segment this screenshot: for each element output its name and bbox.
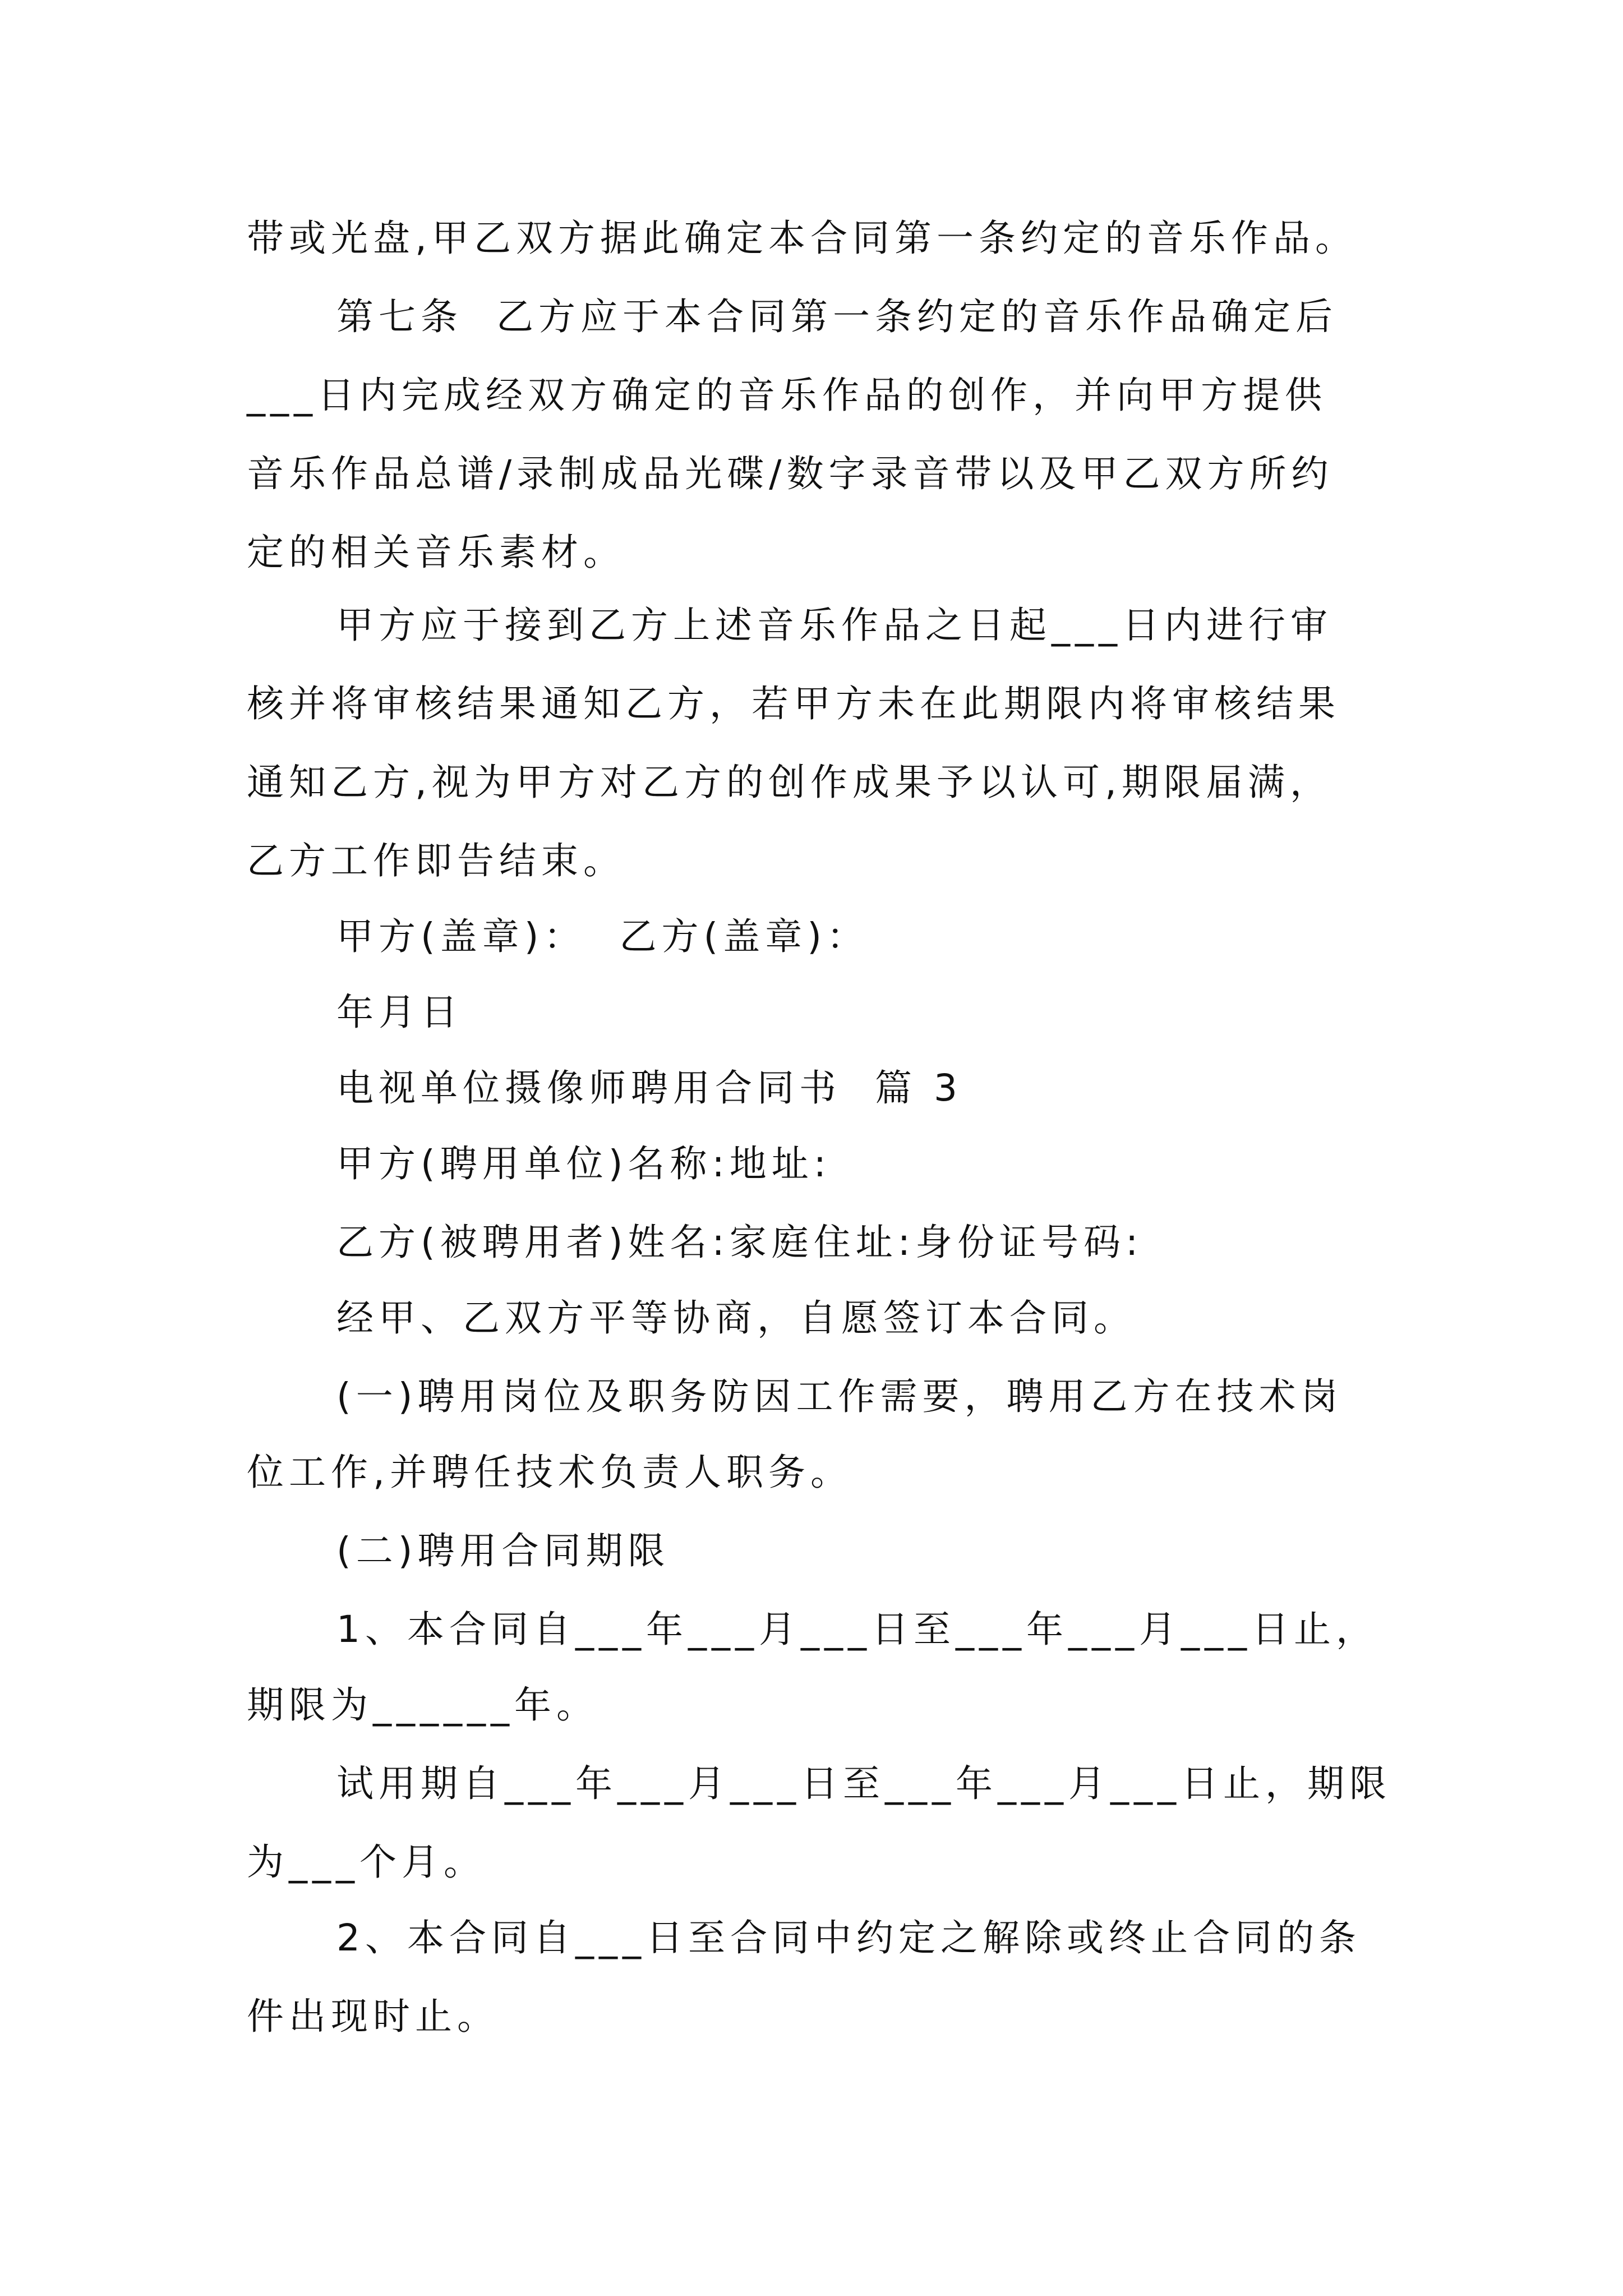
- section-title: 电视单位摄像师聘用合同书 篇 3: [336, 1066, 962, 1110]
- clause-7-line-3: 音乐作品总谱/录制成品光碟/数字录音带以及甲乙双方所约: [247, 452, 1334, 495]
- party-a-line: 甲方(聘用单位)名称:地址:: [336, 1142, 831, 1185]
- term-heading: (二)聘用合同期限: [336, 1529, 670, 1572]
- date-line: 年月日: [336, 991, 463, 1034]
- review-line-1: 甲方应于接到乙方上述音乐作品之日起___日内进行审: [336, 604, 1332, 647]
- position-line-2: 位工作,并聘任技术负责人职务。: [247, 1451, 852, 1494]
- party-b-line: 乙方(被聘用者)姓名:家庭住址:身份证号码:: [336, 1221, 1144, 1264]
- signature-line: 甲方(盖章)： 乙方(盖章)：: [336, 915, 869, 958]
- text-line-1: 带或光盘,甲乙双方据此确定本合同第一条约定的音乐作品。: [247, 217, 1357, 260]
- open-term-line-1: 2、本合同自___日至合同中约定之解除或终止合同的条: [336, 1916, 1361, 1959]
- review-line-4: 乙方工作即告结束。: [247, 839, 625, 882]
- term-line-2: 期限为______年。: [247, 1683, 598, 1727]
- probation-line-1: 试用期自___年___月___日至___年___月___日止，期限: [336, 1762, 1391, 1805]
- clause-7-line-2: ___日内完成经双方确定的音乐作品的创作，并向甲方提供: [247, 374, 1327, 417]
- position-line-1: (一)聘用岗位及职务防因工作需要，聘用乙方在技术岗: [336, 1375, 1343, 1418]
- term-line-1: 1、本合同自___年___月___日至___年___月___日止，: [336, 1608, 1378, 1651]
- probation-line-2: 为___个月。: [247, 1841, 486, 1884]
- clause-7-line-4: 定的相关音乐素材。: [247, 531, 625, 574]
- open-term-line-2: 件出现时止。: [247, 1995, 499, 2038]
- clause-7-line-1: 第七条 乙方应于本合同第一条约定的音乐作品确定后: [336, 295, 1338, 338]
- review-line-3: 通知乙方,视为甲方对乙方的创作成果予以认可,期限届满，: [247, 761, 1332, 804]
- review-line-2: 核并将审核结果通知乙方，若甲方未在此期限内将审核结果: [247, 682, 1340, 725]
- agreement-line: 经甲、乙双方平等协商，自愿签订本合同。: [336, 1296, 1136, 1340]
